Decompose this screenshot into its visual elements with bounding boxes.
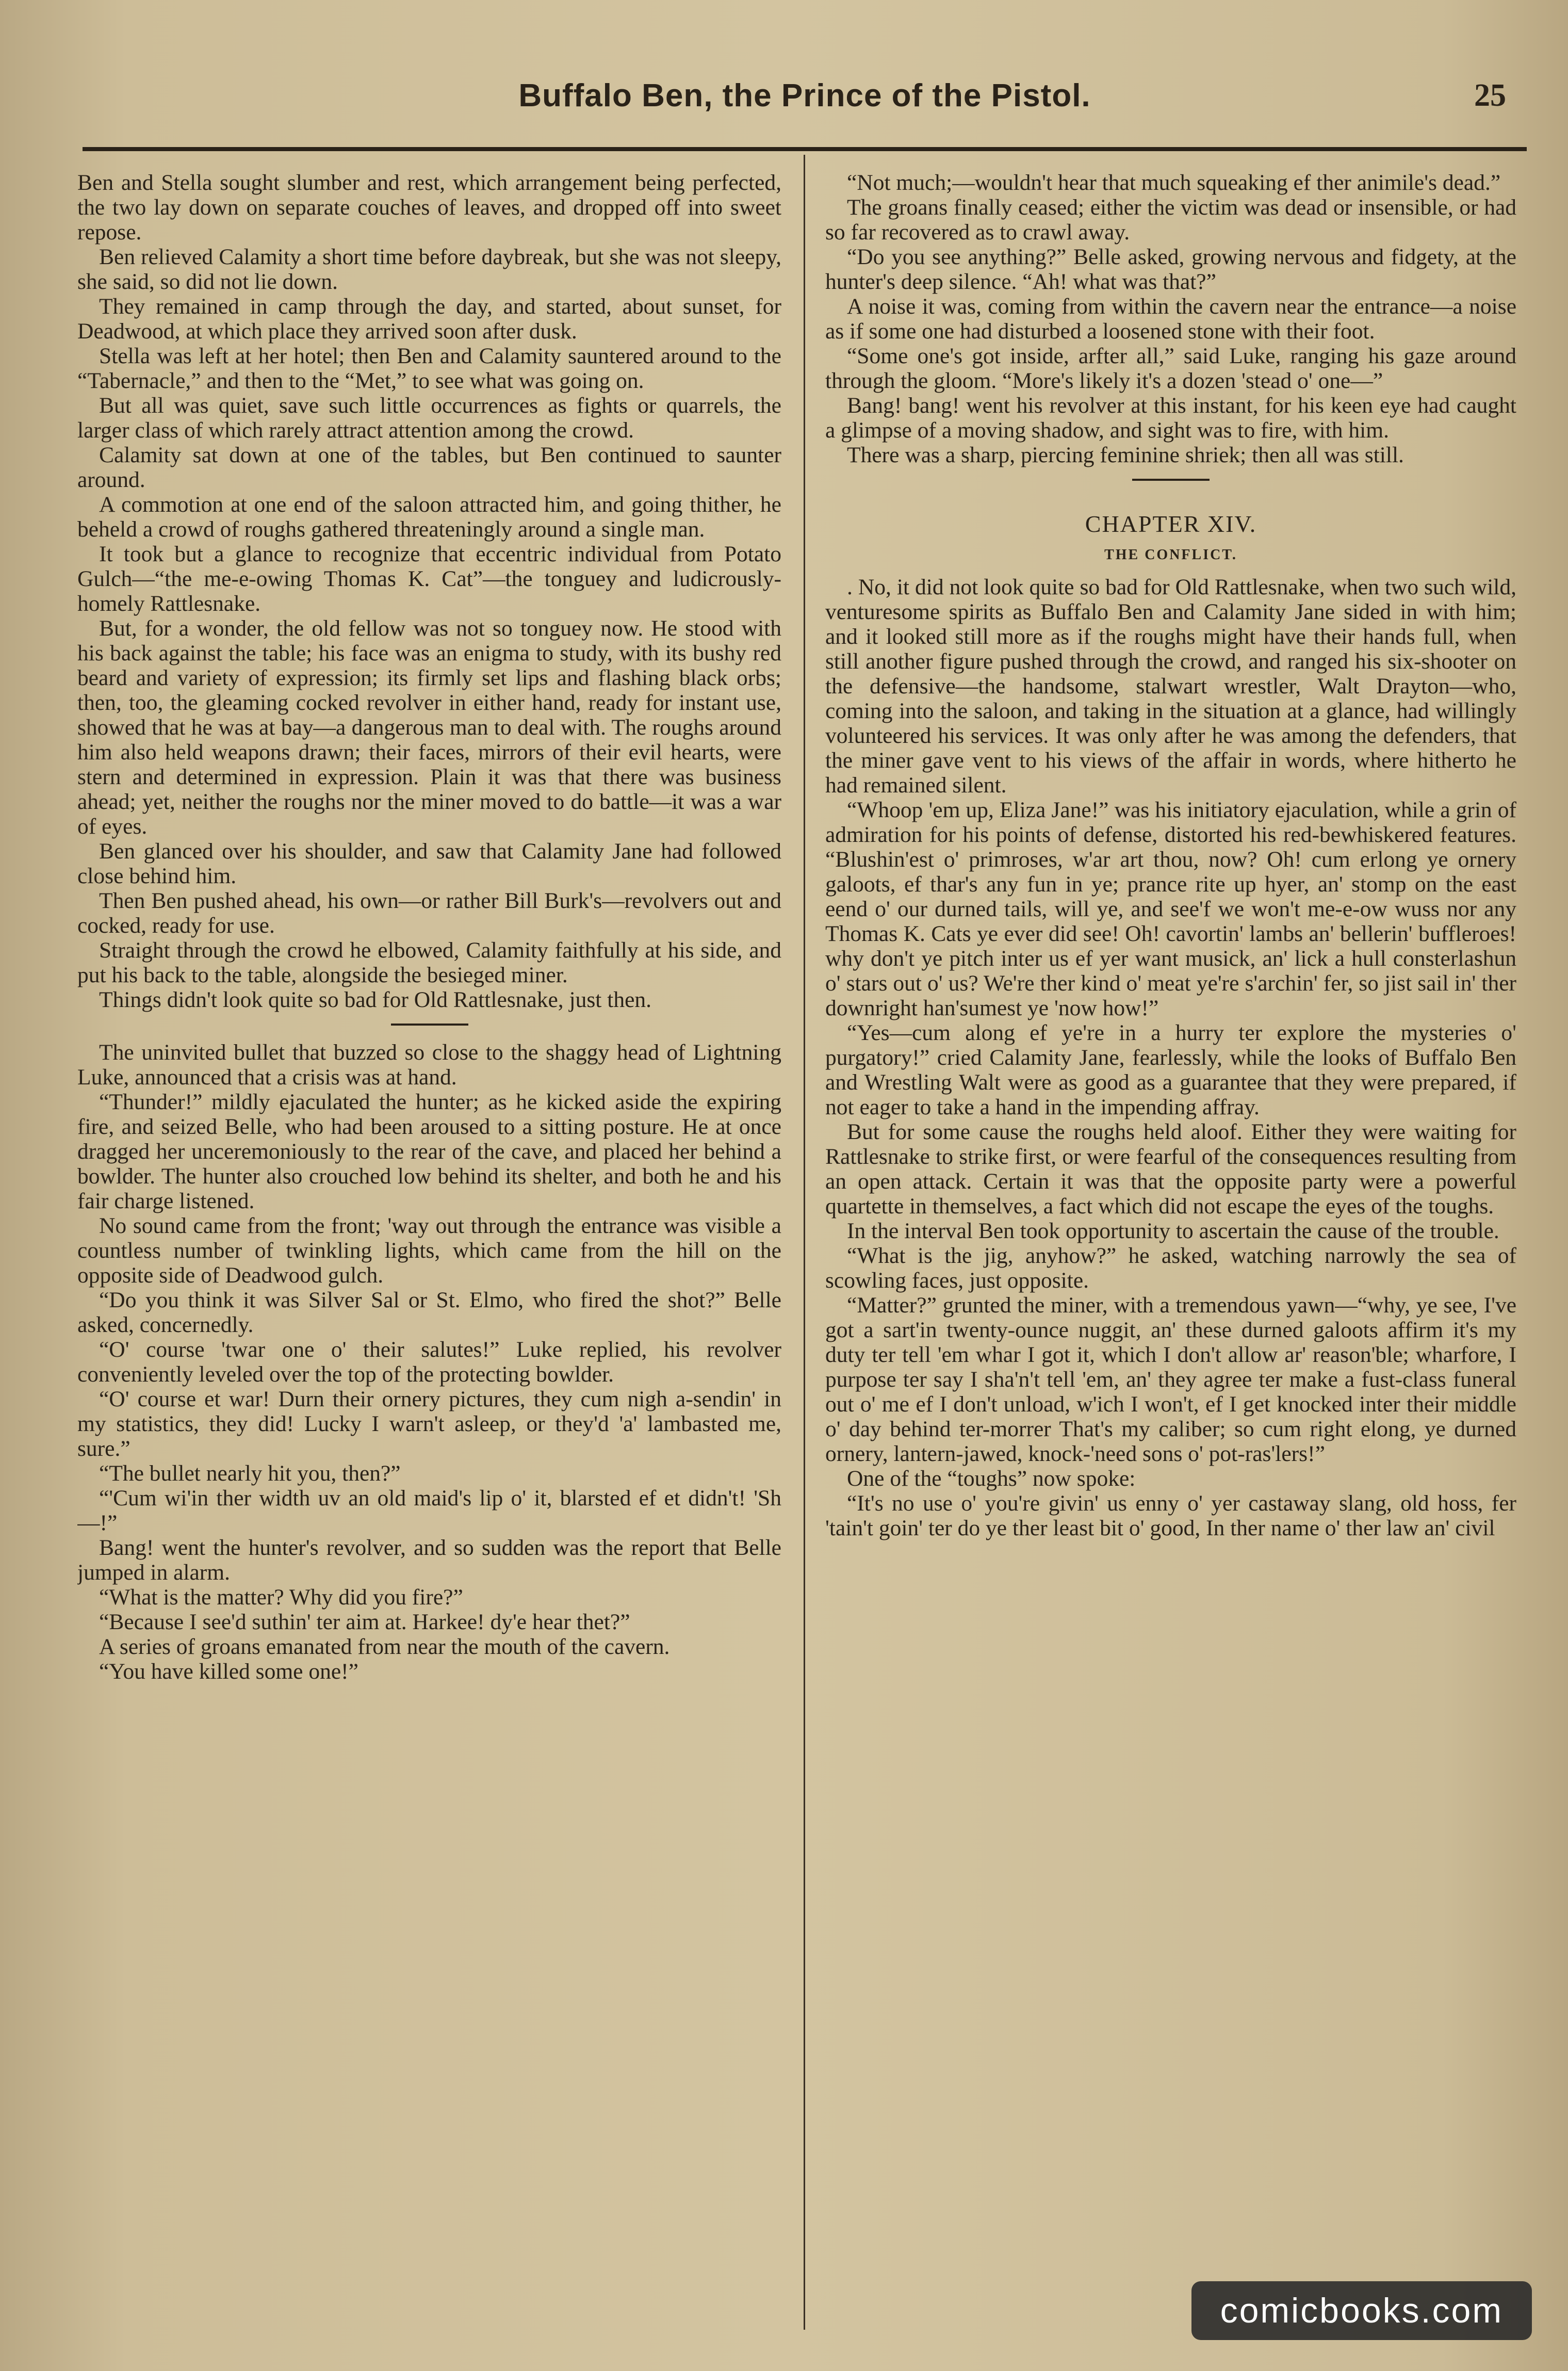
- paragraph: A noise it was, coming from within the cavern near the entrance—a noise as if some one had disturbed a loosened stone with their foot.: [825, 294, 1516, 344]
- paragraph: They remained in camp through the day, and started, about sunset, for Deadwood, at which place they arrived soon after dusk.: [77, 294, 781, 344]
- paragraph: “Because I see'd suthin' ter aim at. Harkee! dy'e hear thet?”: [99, 1610, 630, 1634]
- running-title: Buffalo Ben, the Prince of the Pistol.: [518, 78, 1091, 113]
- paragraph: But, for a wonder, the old fellow was not so tonguey now. He stood with his back against the table; his face was an enigma to study, with its bushy red beard and variety of expression; its firmly set lips and flashing black orbs; then, too, the gleaming cocked revolver in either hand, ready for instant use, showed that he was at bay—a dangerous man to deal with. The roughs around him also held weapons drawn; their faces, mirrors of their evil hearts, were stern and determined in expression. Plain it was that there was business ahead; yet, neither the roughs nor the miner moved to do battle—it was a war of eyes.: [77, 616, 781, 839]
- section-separator: [1132, 479, 1210, 481]
- left-column: [77, 170, 781, 2330]
- paragraph: . No, it did not look quite so bad for Old Rattlesnake, when two such wild, venturesome spirits as Buffalo Ben and Calamity Jane sided in with him; and it looked still more as if the roughs might have their hands full, when still another figure pushed through the crowd, and ranged his six-shooter on the defensive—the handsome, stalwart wrestler, Walt Drayton—who, coming into the saloon, and taking in the situation at a glance, had willingly volunteered his services. It was only after he was among the defenders, that the miner gave vent to his views of the affair in words, where hitherto he had remained silent.: [825, 575, 1516, 798]
- paragraph: Straight through the crowd he elbowed, Calamity faithfully at his side, and put his back to the table, alongside the besieged miner.: [77, 938, 781, 987]
- paragraph: “Matter?” grunted the miner, with a tremendous yawn—“why, ye see, I've got a sart'in twenty-ounce nuggit, an' these durned galoots affirm it's my duty ter tell 'em whar I got it, which I don't allow ar' reason'ble; wharfore, I purpose ter say I sha'n't tell 'em, an' they agree ter make a fust-class funeral out o' me ef I don't unload, w'ich I won't, ef I get knocked inter their middle o' day behind ter-morrer That's my caliber; so cum right elong, ye durned ornery, lantern-jawed, knock-'need sons o' pot-ras'lers!”: [825, 1293, 1516, 1466]
- paragraph: Ben glanced over his shoulder, and saw that Calamity Jane had followed close behind him.: [77, 839, 781, 888]
- paragraph: One of the “toughs” now spoke:: [847, 1466, 1136, 1491]
- paragraph: Ben relieved Calamity a short time before daybreak, but she was not sleepy, she said, so did not lie down.: [77, 245, 781, 294]
- chapter-subtitle: THE CONFLICT.: [1104, 547, 1237, 563]
- paragraph: There was a sharp, piercing feminine shriek; then all was still.: [847, 443, 1404, 467]
- paragraph: A series of groans emanated from near the mouth of the cavern.: [99, 1634, 670, 1659]
- paragraph: Stella was left at her hotel; then Ben and Calamity sauntered around to the “Tabernacle,” and then to the “Met,” to see what was going on.: [77, 344, 781, 393]
- paragraph: In the interval Ben took opportunity to ascertain the cause of the trouble.: [847, 1219, 1499, 1243]
- paragraph: “Yes—cum along ef ye're in a hurry ter explore the mysteries o' purgatory!” cried Calamity Jane, fearlessly, while the looks of Buffalo Ben and Wrestling Walt were as good as a guarantee that they were prepared, if not eager to take a hand in the impending affray.: [825, 1020, 1516, 1119]
- paragraph: “It's no use o' you're givin' us enny o' yer castaway slang, old hoss, fer 'tain't goin' ter do ye ther least bit o' good, In ther name o' ther law an' civil: [825, 1491, 1516, 1540]
- column-divider: [804, 155, 805, 2330]
- paragraph: Things didn't look quite so bad for Old Rattlesnake, just then.: [99, 987, 652, 1012]
- paragraph: Bang! went the hunter's revolver, and so sudden was the report that Belle jumped in alarm.: [77, 1535, 781, 1585]
- paragraph: But for some cause the roughs held aloof. Either they were waiting for Rattlesnake to strike first, or were fearful of the consequences resulting from an open attack. Certain it was that the opposite party were a powerful quartette in themselves, a fact which did not escape the eyes of the toughs.: [825, 1119, 1516, 1219]
- paragraph: “O' course 'twar one o' their salutes!” Luke replied, his revolver conveniently leveled over the top of the protecting bowlder.: [77, 1337, 781, 1387]
- right-column: [825, 170, 1516, 2330]
- page-header: [83, 77, 1527, 139]
- paragraph: “Do you see anything?” Belle asked, growing nervous and fidgety, at the hunter's deep silence. “Ah! what was that?”: [825, 245, 1516, 294]
- paragraph: A commotion at one end of the saloon attracted him, and going thither, he beheld a crowd of roughs gathered threateningly around a single man.: [77, 492, 781, 542]
- paragraph: “Do you think it was Silver Sal or St. Elmo, who fired the shot?” Belle asked, concernedly.: [77, 1288, 781, 1337]
- header-rule: [83, 147, 1527, 151]
- paragraph: The uninvited bullet that buzzed so close to the shaggy head of Lightning Luke, announced that a crisis was at hand.: [77, 1040, 781, 1090]
- paragraph: No sound came from the front; 'way out through the entrance was visible a countless number of twinkling lights, which came from the hill on the opposite side of Deadwood gulch.: [77, 1213, 781, 1288]
- paragraph: Ben and Stella sought slumber and rest, which arrangement being perfected, the two lay down on separate couches of leaves, and dropped off into sweet repose.: [77, 170, 781, 245]
- chapter-title: CHAPTER XIV.: [1085, 511, 1257, 537]
- paragraph: “Thunder!” mildly ejaculated the hunter; as he kicked aside the expiring fire, and seized Belle, who had been aroused to a sitting posture. He at once dragged her unceremoniously to the rear of the cave, and placed her behind a bowlder. The hunter also crouched low behind its shelter, and both he and his fair charge listened.: [77, 1090, 781, 1213]
- paragraph: “What is the jig, anyhow?” he asked, watching narrowly the sea of scowling faces, just opposite.: [825, 1243, 1516, 1293]
- paragraph: Then Ben pushed ahead, his own—or rather Bill Burk's—revolvers out and cocked, ready for use.: [77, 888, 781, 938]
- paragraph: Bang! bang! went his revolver at this instant, for his keen eye had caught a glimpse of a moving shadow, and sight was to fire, with him.: [825, 393, 1516, 443]
- paragraph: “The bullet nearly hit you, then?”: [99, 1461, 401, 1486]
- paragraph: It took but a glance to recognize that eccentric individual from Potato Gulch—“the me-e-owing Thomas K. Cat”—the tonguey and ludicrously-homely Rattlesnake.: [77, 542, 781, 616]
- paragraph: “What is the matter? Why did you fire?”: [99, 1585, 463, 1610]
- paragraph: “You have killed some one!”: [99, 1659, 358, 1684]
- page-number: 25: [1474, 78, 1506, 113]
- site-watermark: comicbooks.com: [1191, 2281, 1532, 2340]
- paragraph: “Not much;—wouldn't hear that much squeaking ef ther animile's dead.”: [847, 170, 1501, 195]
- paragraph: But all was quiet, save such little occurrences as fights or quarrels, the larger class of which rarely attract attention among the crowd.: [77, 393, 781, 443]
- paragraph: “O' course et war! Durn their ornery pictures, they cum nigh a-sendin' in my statistics, they did! Lucky I warn't asleep, or they'd 'a' lambasted me, sure.”: [77, 1387, 781, 1461]
- paragraph: “Some one's got inside, arfter all,” said Luke, ranging his gaze around through the gloom. “More's likely it's a dozen 'stead o' one—”: [825, 344, 1516, 393]
- paragraph: “'Cum wi'in ther width uv an old maid's lip o' it, blarsted ef et didn't! 'Sh—!”: [77, 1486, 781, 1535]
- paragraph: “Whoop 'em up, Eliza Jane!” was his initiatory ejaculation, while a grin of admiration for his points of defense, distorted his red-bewhiskered features. “Blushin'est o' primroses, w'ar art thou, now? Oh! cum erlong ye ornery galoots, ef thar's any fun in ye; prance rite up hyer, an' stomp on the east eend o' our durned tails, will ye, and see'f we won't me-e-ow wuss nor any Thomas K. Cats ye ever did see! Oh! cavortin' lambs an' bellerin' buffleroes! why don't ye pitch inter us ef yer want musick, an' lick a hull consterlashun o' stars out o' us? We're ther kind o' meat ye're s'archin' fer, so jist sail in' ther downright han'sumest ye 'now how!”: [825, 798, 1516, 1020]
- paragraph: Calamity sat down at one of the tables, but Ben continued to saunter around.: [77, 443, 781, 492]
- paragraph: The groans finally ceased; either the victim was dead or insensible, or had so far recovered as to crawl away.: [825, 195, 1516, 245]
- section-separator: [391, 1024, 468, 1026]
